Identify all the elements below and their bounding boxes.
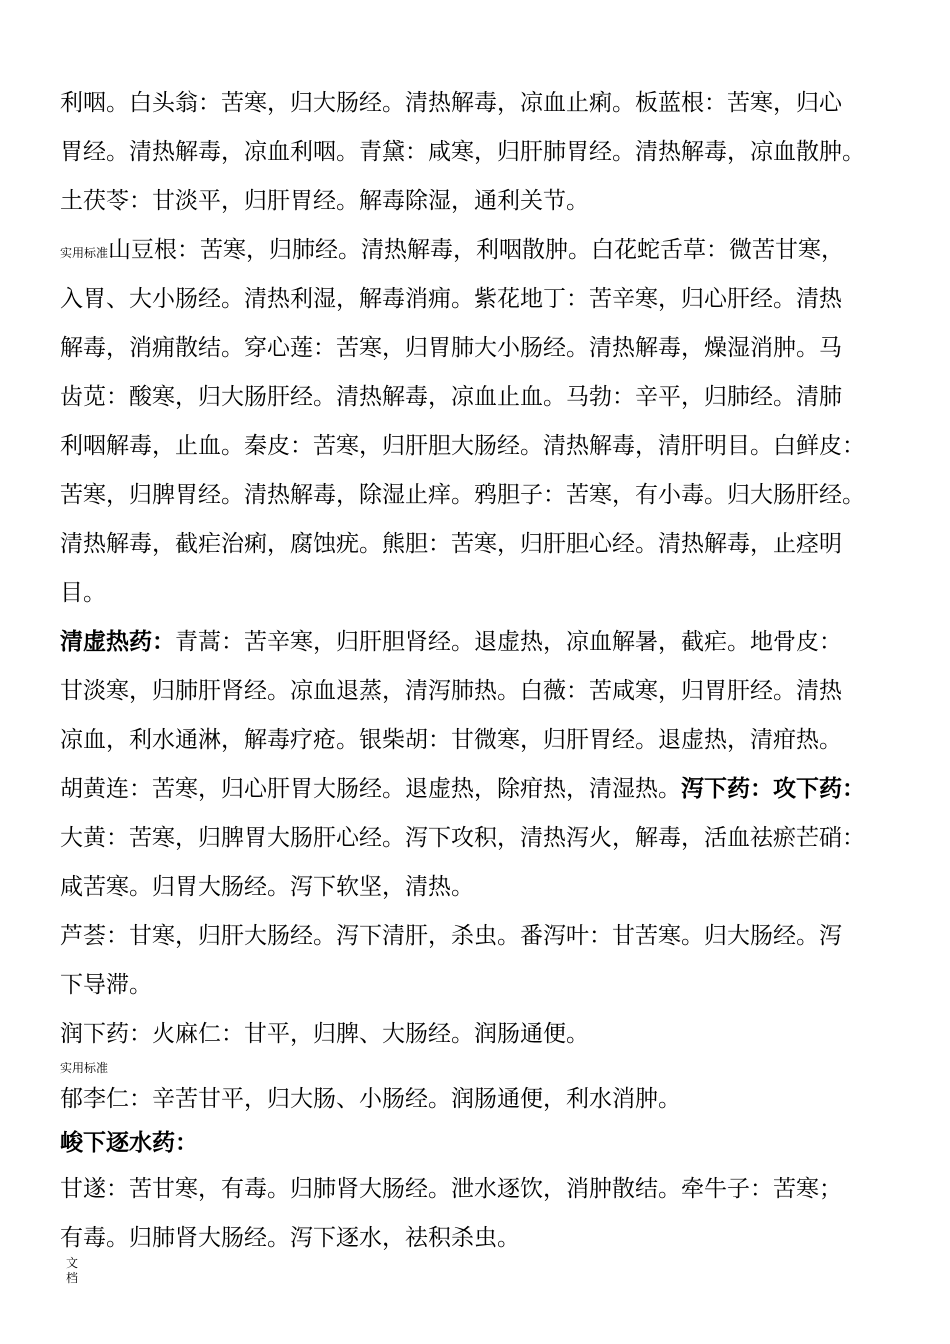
text-line: 清虚热药：青蒿：苦辛寒，归肝胆肾经。退虚热，凉血解暑，截疟。地骨皮： (60, 629, 842, 655)
text-line: 下导滞。 (60, 972, 152, 998)
section-heading-qingxure: 清虚热药： (60, 629, 175, 655)
text-line: 清热解毒，截疟治痢，腐蚀疣。熊胆：苦寒，归肝胆心经。清热解毒，止痉明 (60, 531, 842, 557)
text-line: 芦荟：甘寒，归肝大肠经。泻下清肝，杀虫。番泻叶：甘苦寒。归大肠经。泻 (60, 923, 842, 949)
text-line: 齿苋：酸寒，归大肠肝经。清热解毒，凉血止血。马勃：辛平，归肺经。清肺 (60, 384, 842, 410)
text-line: 大黄：苦寒，归脾胃大肠肝心经。泻下攻积，清热泻火，解毒，活血祛瘀芒硝： (60, 825, 865, 851)
text-line: 胃经。清热解毒，凉血利咽。青黛：咸寒，归肝肺胃经。清热解毒，凉血散肿。 (60, 139, 865, 165)
text-line: 利咽。白头翁：苦寒，归大肠经。清热解毒，凉血止痢。板蓝根：苦寒，归心 (60, 90, 842, 116)
text-line: 胡黄连：苦寒，归心肝胃大肠经。退虚热，除疳热，清湿热。泻下药：攻下药： (60, 776, 865, 802)
footer-label: 文档 (66, 1256, 79, 1285)
text-line: 凉血，利水通淋，解毒疗疮。银柴胡：甘微寒，归肝胃经。退虚热，清疳热。 (60, 727, 842, 753)
section-heading-xiexia: 泻下药：攻下药： (681, 776, 865, 802)
text-line: 解毒，消痈散结。穿心莲：苦寒，归胃肺大小肠经。清热解毒，燥湿消肿。马 (60, 335, 842, 361)
text-line: 实用标准山豆根：苦寒，归肺经。清热解毒，利咽散肿。白花蛇舌草：微苦甘寒， (60, 237, 845, 263)
document-page (60, 79, 908, 1263)
text-line: 土茯苓：甘淡平，归肝胃经。解毒除湿，通利关节。 (60, 188, 589, 214)
text-line: 咸苦寒。归胃大肠经。泻下软坚，清热。 (60, 874, 474, 900)
watermark-inline: 实用标准 (60, 246, 109, 260)
text-line: 郁李仁：辛苦甘平，归大肠、小肠经。润肠通便，利水消肿。 (60, 1086, 681, 1112)
text-line: 润下药：火麻仁：甘平，归脾、大肠经。润肠通便。 (60, 1021, 589, 1047)
text-line: 利咽解毒，止血。秦皮：苦寒，归肝胆大肠经。清热解毒，清肝明目。白鲜皮： (60, 433, 865, 459)
watermark-label: 实用标准 (60, 1061, 109, 1075)
text-line: 甘遂：苦甘寒，有毒。归肺肾大肠经。泄水逐饮，消肿散结。牵牛子：苦寒； (60, 1176, 842, 1202)
text-line: 苦寒，归脾胃经。清热解毒，除湿止痒。鸦胆子：苦寒，有小毒。归大肠肝经。 (60, 482, 865, 508)
text-line: 甘淡寒，归肺肝肾经。凉血退蒸，清泻肺热。白薇：苦咸寒，归胃肝经。清热 (60, 678, 842, 704)
text-line: 有毒。归肺肾大肠经。泻下逐水，祛积杀虫。 (60, 1225, 520, 1251)
text-line: 入胃、大小肠经。清热利湿，解毒消痈。紫花地丁：苦辛寒，归心肝经。清热 (60, 286, 842, 312)
text-line: 目。 (60, 580, 106, 606)
section-heading-junxia: 峻下逐水药： (60, 1130, 198, 1156)
